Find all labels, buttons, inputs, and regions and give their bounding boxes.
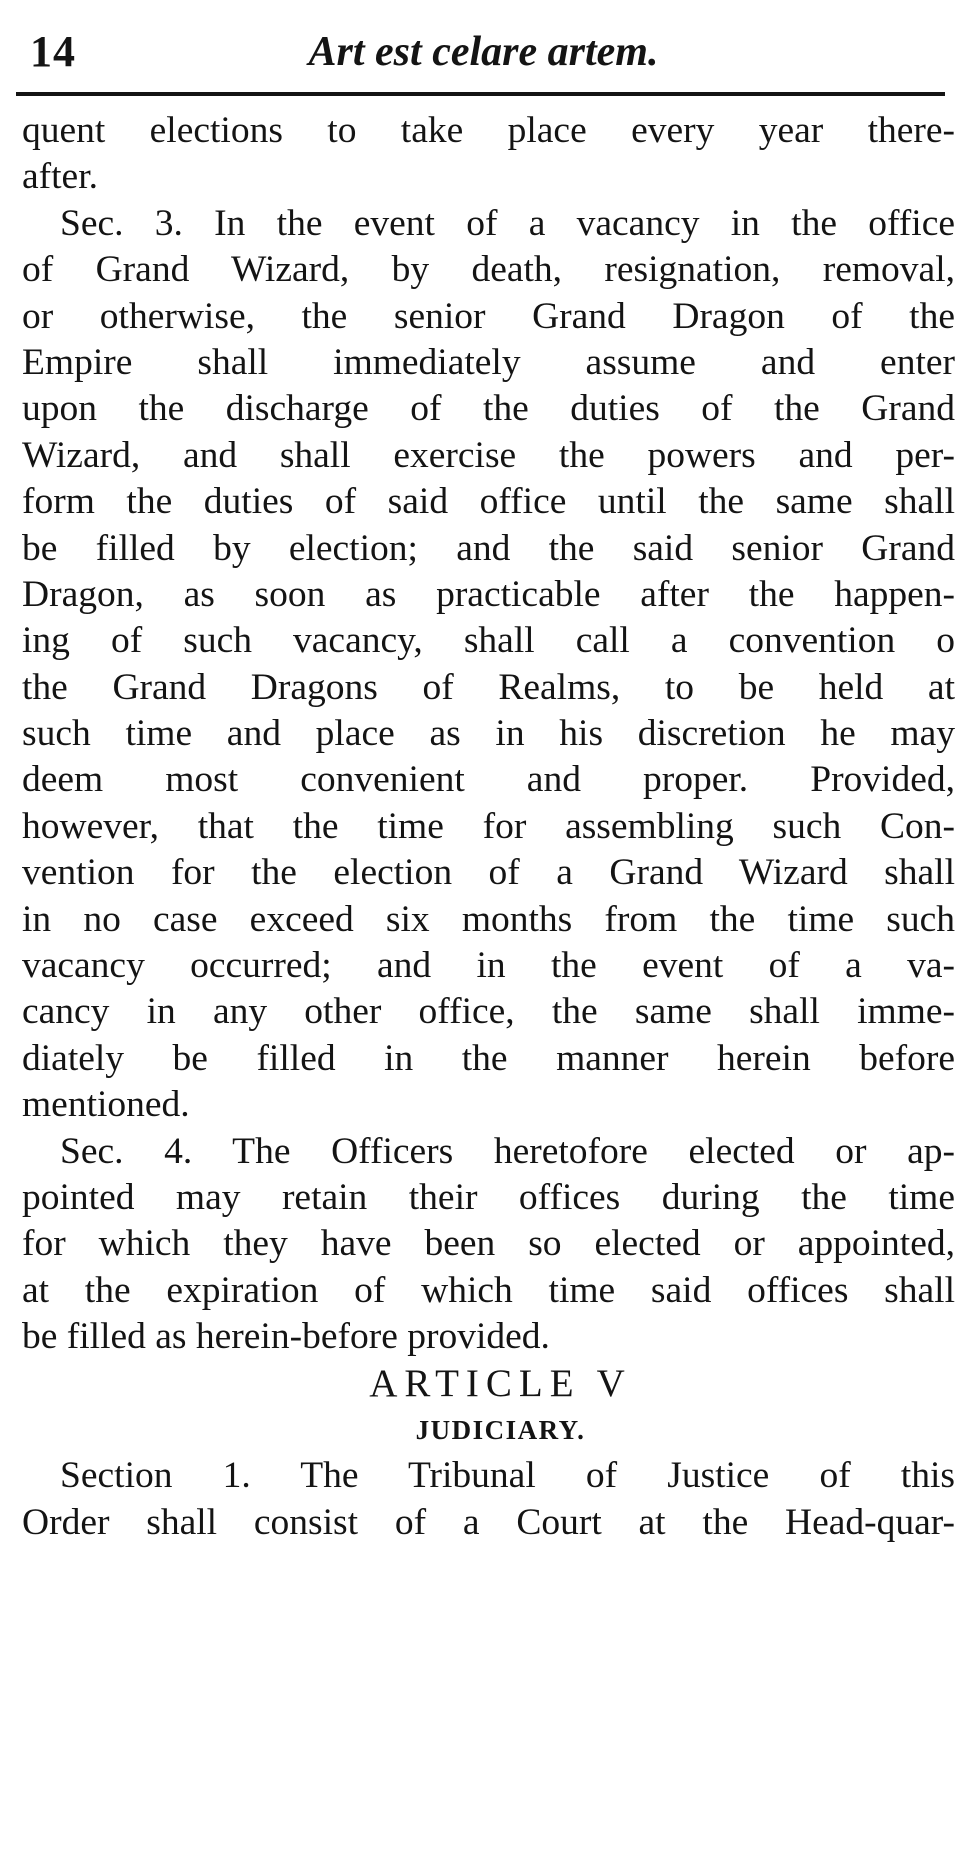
text-line: Dragon, as soon as practicable after the happen-: [22, 573, 955, 615]
text-line: ing of such vacancy, shall call a convention o: [22, 620, 955, 662]
text-line: in no case exceed six months from the time such: [22, 898, 955, 940]
text-line: at the expiration of which time said offices shall: [22, 1269, 955, 1311]
text-line: be filled as herein-before provided.: [22, 1316, 550, 1358]
text-line: cancy in any other office, the same shall imme-: [22, 991, 955, 1033]
article-subheading: JUDICIARY.: [415, 1414, 586, 1445]
text-line: diately be filled in the manner herein before: [22, 1037, 955, 1079]
text-line: after.: [22, 156, 98, 198]
text-line: for which they have been so elected or appointed,: [22, 1223, 955, 1265]
text-line: vention for the election of a Grand Wizard shall: [22, 852, 955, 894]
text-line: such time and place as in his discretion he may: [22, 713, 955, 755]
section-1-first-line: Section 1. The Tribunal of Justice of this: [60, 1455, 955, 1497]
text-line: however, that the time for assembling such Con-: [22, 805, 955, 847]
section-3-first-line: Sec. 3. In the event of a vacancy in the office: [60, 202, 955, 244]
page-number: 14: [30, 27, 76, 76]
text-line: deem most convenient and proper. Provided,: [22, 759, 955, 801]
text-line: or otherwise, the senior Grand Dragon of the: [22, 295, 955, 337]
page-header: [22, 20, 945, 90]
text-line: Order shall consist of a Court at the Head-quar-: [22, 1501, 955, 1543]
text-line: mentioned.: [22, 1084, 190, 1126]
section-4-first-line: Sec. 4. The Officers heretofore elected or ap-: [60, 1130, 955, 1172]
article-heading: ARTICLE V: [369, 1361, 632, 1405]
text-line: upon the discharge of the duties of the Grand: [22, 388, 955, 430]
text-line: quent elections to take place every year there-: [22, 110, 955, 151]
text-line: Wizard, and shall exercise the powers and per-: [22, 434, 955, 476]
body-text: [22, 108, 955, 1546]
running-head: Art est celare artem.: [308, 29, 659, 75]
text-line: pointed may retain their offices during the time: [22, 1176, 955, 1218]
text-line: form the duties of said office until the same shall: [22, 481, 955, 523]
text-line: of Grand Wizard, by death, resignation, removal,: [22, 249, 955, 291]
header-rule: [16, 92, 945, 96]
text-line: be filled by election; and the said senior Grand: [22, 527, 955, 569]
text-line: vacancy occurred; and in the event of a va-: [22, 945, 955, 987]
text-line: Empire shall immediately assume and enter: [22, 341, 955, 383]
text-line: the Grand Dragons of Realms, to be held at: [22, 666, 955, 708]
